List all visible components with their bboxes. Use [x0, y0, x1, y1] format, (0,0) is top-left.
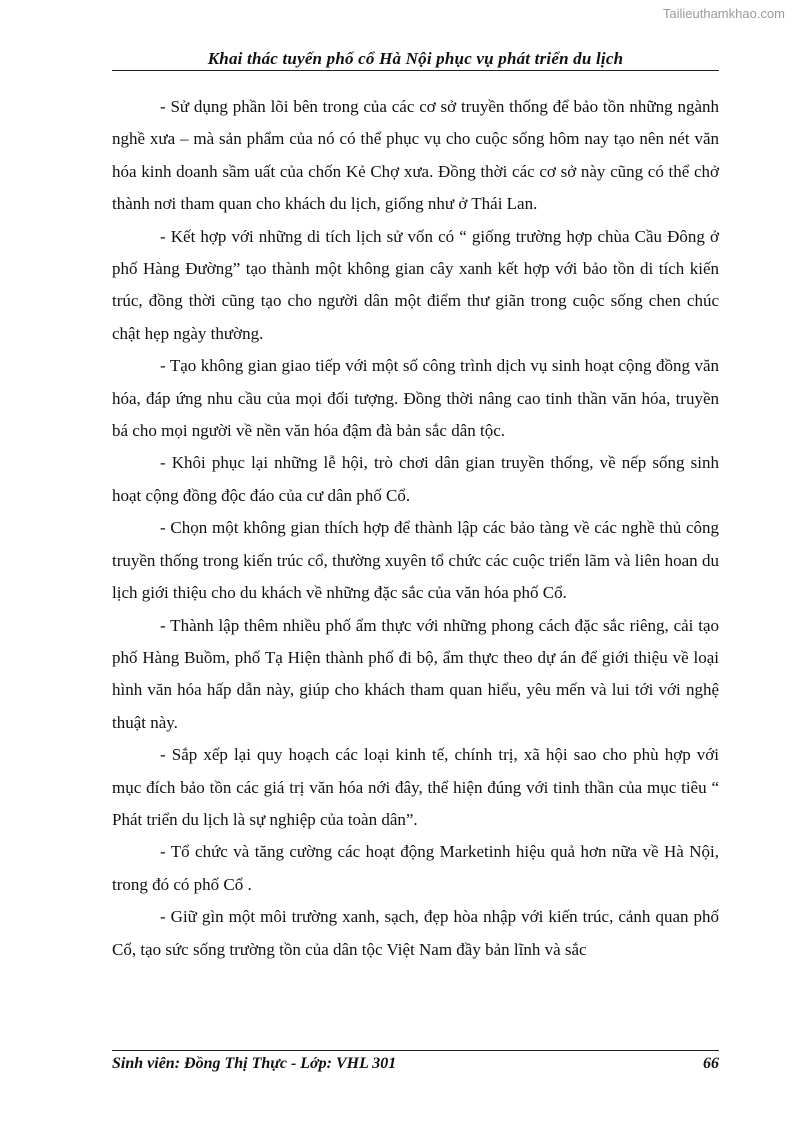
paragraph-6: - Thành lập thêm nhiều phố ẩm thực với những phong cách đặc sắc riêng, cải tạo phố Hàng Buồm, phố Tạ Hiện thành phố đi bộ, ẩm thực theo dự án để giới thiệu về loại hình văn hóa hấp dẫn này, giúp cho khách tham quan hiểu, yêu mến và lui tới với nghệ thuật này. [112, 615, 719, 732]
paragraph-2: - Kết hợp với những di tích lịch sử vốn có “ giống trường hợp chùa Cầu Đông ở phố Hàng Đường” tạo thành một không gian cây xanh kết hợp với bảo tồn di tích kiến trúc, đồng thời cũng tạo cho người dân một điểm thư giãn trong cuộc sống chen chúc chật hẹp ngày thường. [112, 226, 719, 343]
footer-student-info: Sinh viên: Đồng Thị Thực - Lớp: VHL 301 [112, 1055, 397, 1072]
body-text [112, 91, 719, 966]
paragraph-1: - Sử dụng phần lõi bên trong của các cơ sở truyền thống để bảo tồn những ngành nghề xưa – mà sản phẩm của nó có thể phục vụ cho cuộc sống hôm nay tạo nên nét văn hóa kinh doanh sầm uất của chốn Kẻ Chợ xưa. Đồng thời các cơ sở này cũng có thể chở thành nơi tham quan cho khách du lịch, giống như ở Thái Lan. [112, 97, 719, 214]
page-number: 66 [703, 1055, 719, 1072]
paragraph-9: - Giữ gìn một môi trường xanh, sạch, đẹp hòa nhập với kiến trúc, cảnh quan phố Cổ, tạo sức sống trường tồn của dân tộc Việt Nam đầy bản lĩnh và sắc [112, 907, 719, 959]
paragraph-3: - Tạo không gian giao tiếp với một số công trình dịch vụ sinh hoạt cộng đồng văn hóa, đáp ứng nhu cầu của mọi đối tượng. Đồng thời nâng cao tinh thần văn hóa, truyền bá cho mọi người về nền văn hóa đậm đà bản sắc dân tộc. [112, 356, 719, 441]
paragraph-8: - Tổ chức và tăng cường các hoạt động Marketinh hiệu quả hơn nữa về Hà Nội, trong đó có phố Cổ . [112, 842, 719, 894]
header-divider [112, 70, 719, 71]
paragraph-4: - Khôi phục lại những lễ hội, trò chơi dân gian truyền thống, về nếp sống sinh hoạt cộng đồng độc đáo của cư dân phố Cổ. [112, 453, 719, 505]
watermark: Tailieuthamkhao.com [662, 6, 785, 21]
paragraph-5: - Chọn một không gian thích hợp để thành lập các bảo tàng về các nghề thủ công truyền thống trong kiến trúc cổ, thường xuyên tổ chức các cuộc triển lãm và liên hoan du lịch giới thiệu cho du khách về những đặc sắc của văn hóa phố Cổ. [112, 518, 719, 603]
paragraph-7: - Sắp xếp lại quy hoạch các loại kinh tế, chính trị, xã hội sao cho phù hợp với mục đích bảo tồn các giá trị văn hóa nới đây, thể hiện đúng với tinh thần của mục tiêu “ Phát triển du lịch là sự nghiệp của toàn dân”. [112, 745, 719, 829]
footer-divider [112, 1050, 719, 1051]
running-header-title: Khai thác tuyến phố cổ Hà Nội phục vụ phát triển du lịch [207, 49, 624, 68]
